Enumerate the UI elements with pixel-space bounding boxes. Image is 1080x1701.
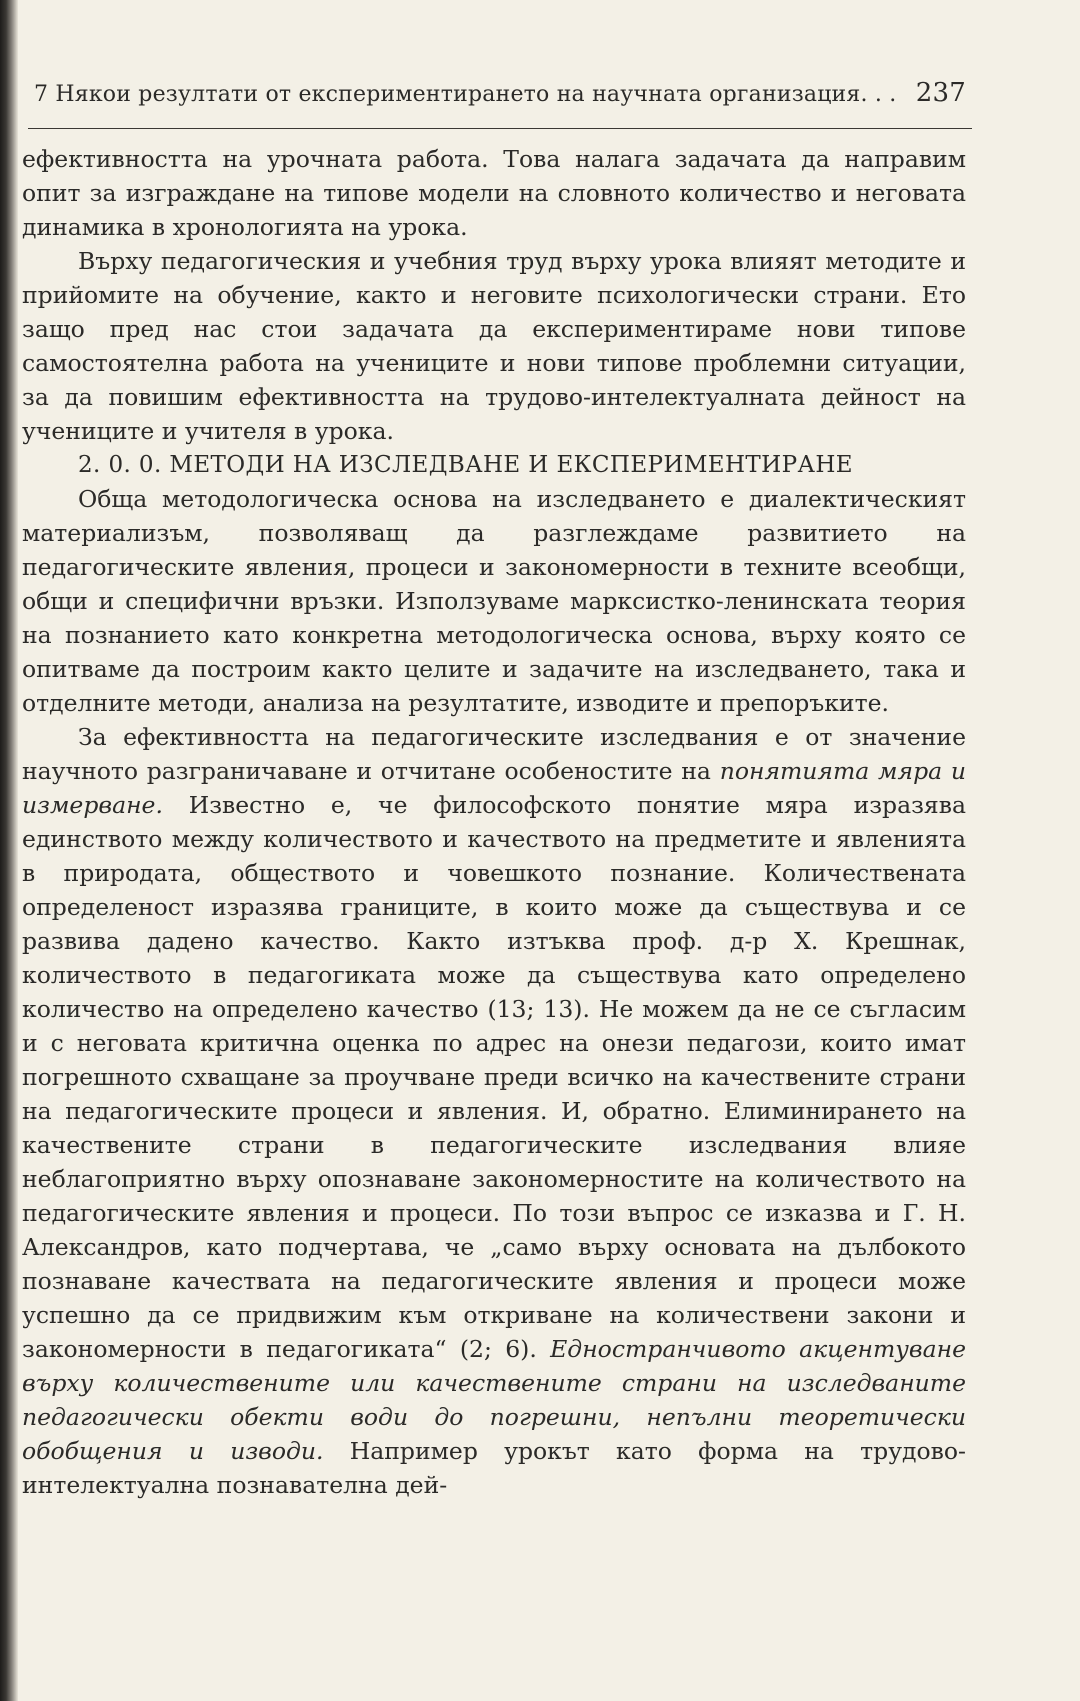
page-binding-shadow (0, 0, 18, 1701)
body-text (22, 142, 966, 1502)
italic-emphasis: понятията мяра и измерване. (22, 757, 966, 819)
header-rule (28, 128, 972, 129)
paragraph-text: Известно е, че философското понятие мяра изразява единството между количеството и качеството на предметите и явленията в природата, обществото и човешкото познание. Количествената определеност изразява границите, в които може да съществува и се развива дадено качество. Както изтъква проф. д-р Х. Крешнак, количеството в педагогиката може да съществува като определено количество на определено качество (13; 13). Не можем да не се съгласим и с неговата критична оценка по адрес на онези педагози, които имат погрешното схващане за проучване преди всичко на качествените страни на педагогическите процеси и явления. И, обратно. Елиминирането на качествените страни в педагогическите изследвания влияе неблагоприятно върху опознаване закономерностите на количеството на педагогическите явления и процеси. По този въпрос се изказва и Г. Н. Александров, като подчертава, че „само върху основата на дълбокото познаване качествата на педагогическите явления и процеси може успешно да се придвижим към откриване на количествени закони и закономерности в педагогиката“ (2; 6). (22, 791, 966, 1363)
running-header-title: 7 Някои резултати от експериментирането на научната организация. . . (34, 82, 897, 107)
section-heading-text: 2. 0. 0. МЕТОДИ НА ИЗСЛЕДВАНЕ И ЕКСПЕРИМЕНТИРАНЕ (78, 452, 853, 478)
paragraph-text: Например урокът като форма на трудово-интелектуална познавателна дей- (22, 1437, 966, 1499)
paragraph-text: Обща методологическа основа на изследването е диалектическият материализъм, позволяващ да разглеждаме развитието на педагогическите явления, процеси и закономерности в техните всеобщи, общи и специфични връзки. Използуваме марксистко-ленинската теория на познанието като конкретна методологическа основа, върху която се опитваме да построим както целите и задачите на изследването, така и отделните методи, анализа на резултатите, изводите и препоръките. (22, 485, 966, 717)
paragraph (22, 720, 966, 1502)
italic-emphasis: Едностранчивото акцентуване върху количествените или качествените страни на изследваните педагогически обекти води до погрешни, непълни теоретически обобщения и изводи. (22, 1335, 966, 1465)
paragraph (22, 244, 966, 448)
paragraph-text: Върху педагогическия и учебния труд върху урока влияят методите и прийомите на обучение, както и неговите психологически страни. Ето защо пред нас стои задачата да експериментираме нови типове самостоятелна работа на учениците и нови типове проблемни ситуации, за да повишим ефективността на трудово-интелектуалната дейност на учениците и учителя в урока. (22, 247, 966, 445)
paragraph (22, 482, 966, 720)
paragraph (22, 142, 966, 244)
paragraph-text: ефективността на урочната работа. Това налага задачата да направим опит за изграждане на типове модели на словното количество и неговата динамика в хронологията на урока. (22, 145, 966, 241)
running-header (34, 78, 966, 108)
paragraph-text: За ефективността на педагогическите изследвания е от значение научното разграничаване и отчитане особеностите на (22, 723, 966, 785)
page-number: 237 (915, 78, 966, 108)
section-heading (22, 448, 966, 482)
